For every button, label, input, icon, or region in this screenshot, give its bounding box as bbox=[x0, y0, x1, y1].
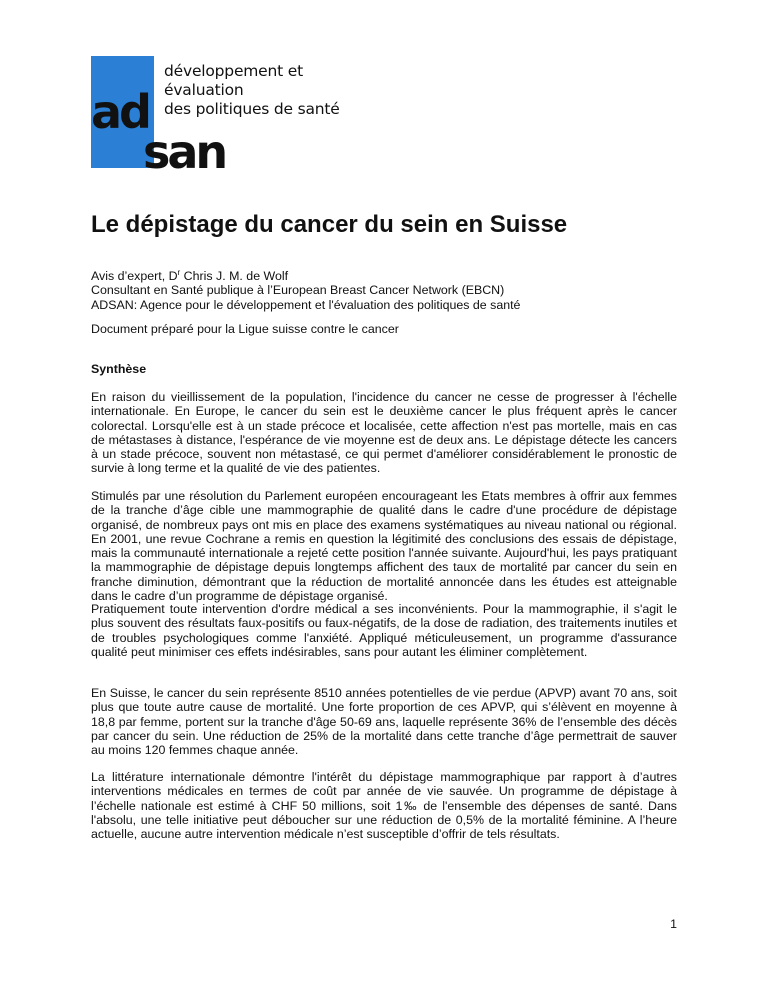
author-name: Chris J. M. de Wolf bbox=[180, 269, 289, 284]
logo-tagline-line1: développement et évaluation bbox=[164, 62, 303, 99]
author-prefix: Avis d’expert, D bbox=[91, 269, 178, 284]
adsan-logo bbox=[91, 56, 371, 179]
paragraph-2: Stimulés par une résolution du Parlement européen encourageant les Etats membres à offrir aux femmes de la tranche d’âge cible une mammographie de qualité dans le cadre d'une procédure de dépistage organisé, de nombreux pays ont mis en place des examens systématiques au niveau national ou régional. En 2001, une revue Cochrane a remis en question la légitimité des conclusions des essais de dépistage, mais la communauté internationale a rejeté cette position l'année suivante. Aujourd'hui, les pays pratiquant la mammographie de dépistage depuis longtemps affichent des taux de mortalité par cancer du sein en franche diminution, démontrant que la réduction de mortalité annoncée dans les études est atteignable dans le cadre d’un programme de dépistage organisé. bbox=[91, 489, 677, 604]
author-line-2: Consultant en Santé publique à l’European Breast Cancer Network (EBCN) bbox=[91, 283, 505, 298]
paragraph-3: Pratiquement toute intervention d'ordre médical a ses inconvénients. Pour la mammographie, il s'agit le plus souvent des résultats faux-positifs ou faux-négatifs, de la dose de radiation, des traitements inutiles et de troubles psychologiques comme l'anxiété. Appliqué méticuleusement, un programme d'assurance qualité peut minimiser ces effets indésirables, sans pour autant les éliminer complètement. bbox=[91, 602, 677, 659]
logo-tagline-line2: des politiques de santé bbox=[164, 100, 340, 118]
prepared-for: Document préparé pour la Ligue suisse contre le cancer bbox=[91, 322, 399, 336]
author-sup: r bbox=[177, 268, 181, 277]
paragraph-1: En raison du vieillissement de la population, l'incidence du cancer ne cesse de progresser à l'échelle internationale. En Europe, le cancer du sein est le deuxième cancer le plus fréquent après le cancer colorectal. Lorsqu'elle est à un stade précoce et localisée, cette affection n'est pas mortelle, mais en cas de métastases à distance, l'espérance de vie moyenne est de deux ans. Le dépistage détecte les cancers à un stade précoce, souvent non métastasé, ce qui permet d'améliorer considérablement le pronostic de survie à long terme et la qualité de vie des patientes. bbox=[91, 390, 677, 476]
paragraph-5: La littérature internationale démontre l'intérêt du dépistage mammographique par rapport à d’autres interventions médicales en termes de coût par année de vie sauvée. Un programme de dépistage à l’échelle nationale est estimé à CHF 50 millions, soit 1‰ de l'ensemble des dépenses de santé. Dans l'absolu, une telle initiative peut déboucher sur une réduction de 0,5% de la mortalité féminine. A l’heure actuelle, aucune autre intervention médicale n’est susceptible d’offrir de tels résultats. bbox=[91, 770, 677, 842]
author-line-3: ADSAN: Agence pour le développement et l'évaluation des politiques de santé bbox=[91, 297, 521, 312]
logo-tagline bbox=[164, 62, 371, 119]
section-heading: Synthèse bbox=[91, 362, 147, 376]
logo-mark-top: ad bbox=[91, 85, 149, 139]
logo-mark-bottom: san bbox=[143, 125, 226, 179]
author-block bbox=[91, 266, 520, 312]
paragraph-4: En Suisse, le cancer du sein représente 8510 années potentielles de vie perdue (APVP) avant 70 ans, soit plus que toute autre cause de mortalité. Une forte proportion de ces APVP, qui s’élèvent en moyenne à 18,8 par femme, portent sur la tranche d'âge 50-69 ans, laquelle représente 36% de l’ensemble des décès par cancer du sein. Une réduction de 25% de la mortalité dans cette tranche d’âge permettrait de sauver au moins 120 femmes chaque année. bbox=[91, 686, 677, 758]
document-title: Le dépistage du cancer du sein en Suisse bbox=[91, 211, 568, 238]
page-number: 1 bbox=[670, 917, 677, 931]
author-line-1 bbox=[91, 266, 520, 283]
